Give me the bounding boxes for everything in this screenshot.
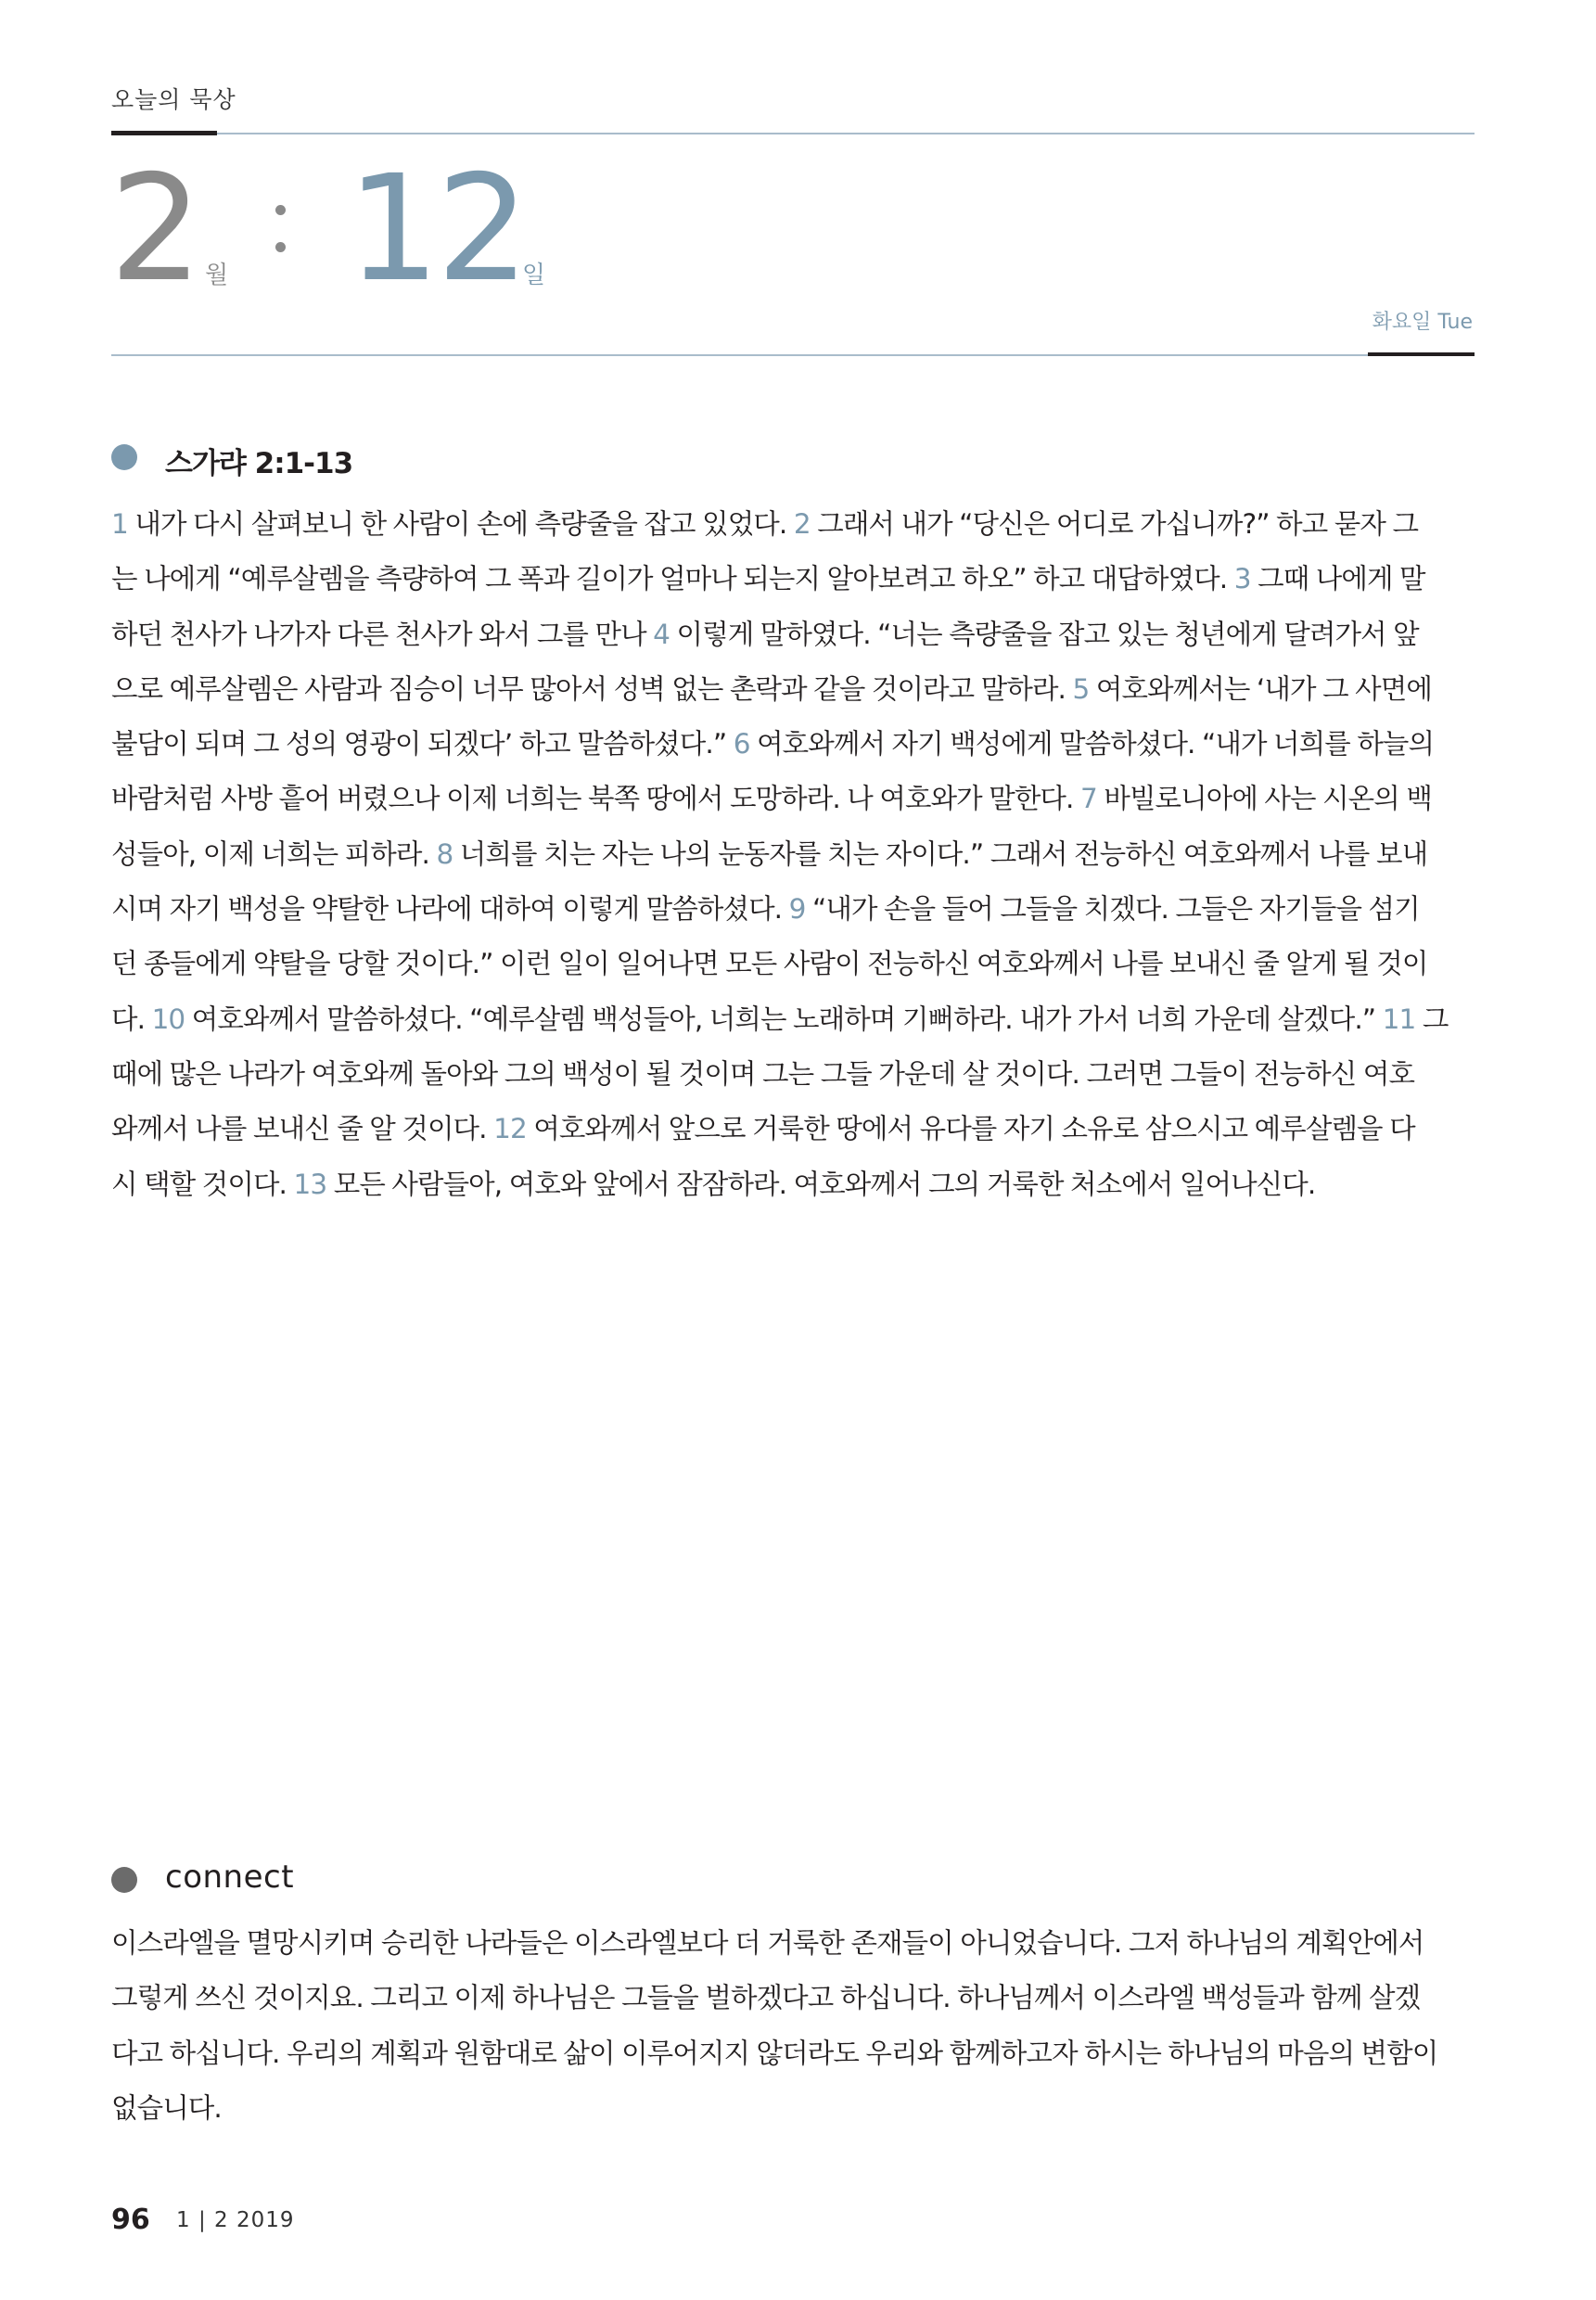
passage-line xyxy=(111,827,1475,882)
verse-text: 와께서 나를 보내신 줄 알 것이다. xyxy=(111,1113,494,1145)
verse-text: 바빌로니아에 사는 시온의 백 xyxy=(1104,783,1432,815)
verse-number: 4 xyxy=(653,618,677,650)
colon-dot-top xyxy=(275,205,286,215)
verse-text: 모든 사람들아, 여호와 앞에서 잠잠하라. 여호와께서 그의 거룩한 처소에서 일어나신다. xyxy=(333,1168,1316,1200)
connect-line: 그렇게 쓰신 것이지요. 그리고 이제 하나님은 그들을 벌하겠다고 하십니다. 하나님께서 이스라엘 백성들과 함께 살겠 xyxy=(111,1982,1421,2014)
verse-number: 6 xyxy=(733,728,758,760)
verse-number: 5 xyxy=(1072,672,1096,705)
connect-body xyxy=(111,1916,1475,2136)
weekday-underline xyxy=(1368,352,1475,356)
passage-line xyxy=(111,1157,1475,1212)
passage-line xyxy=(111,662,1475,717)
verse-number: 13 xyxy=(293,1168,334,1200)
verse-number: 7 xyxy=(1079,783,1104,815)
passage-line xyxy=(111,607,1475,662)
verse-text: 다. xyxy=(111,1003,152,1035)
colon-dot-bottom xyxy=(275,242,286,252)
connect-bullet-icon xyxy=(111,1867,137,1893)
passage-line xyxy=(111,1047,1475,1102)
verse-text: 하던 천사가 나가자 다른 천사가 와서 그를 만나 xyxy=(111,618,654,650)
verse-text: 성들아, 이제 너희는 피하라. xyxy=(111,837,437,870)
passage-line xyxy=(111,717,1475,772)
verse-text: 는 나에게 “예루살렘을 측량하여 그 폭과 길이가 얼마나 되는지 알아보려고 하오” 하고 대답하였다. xyxy=(111,563,1234,595)
date-divider xyxy=(111,354,1475,356)
day-unit: 일 xyxy=(522,262,546,289)
verse-text: 던 종들에게 약탈을 당할 것이다.” 이런 일이 일어나면 모든 사람이 전능하신 여호와께서 나를 보내신 줄 알게 될 것이 xyxy=(111,948,1428,980)
verse-text: 때에 많은 나라가 여호와께 돌아와 그의 백성이 될 것이며 그는 그들 가운데 살 것이다. 그러면 그들이 전능하신 여호 xyxy=(111,1057,1415,1090)
verse-number: 9 xyxy=(788,893,812,926)
month-unit: 월 xyxy=(205,262,229,289)
verse-text: 이렇게 말하였다. “너는 측량줄을 잡고 있는 청년에게 달려가서 앞 xyxy=(676,618,1419,650)
verse-number: 8 xyxy=(436,837,460,870)
connect-heading: connect xyxy=(165,1859,295,1896)
verse-number: 1 xyxy=(111,508,135,540)
verse-text: 여호와께서 자기 백성에게 말씀하셨다. “내가 너희를 하늘의 xyxy=(757,728,1435,760)
verse-text: 너희를 치는 자는 나의 눈동자를 치는 자이다.” 그래서 전능하신 여호와께서 나를 보내 xyxy=(459,837,1428,870)
verse-text: 여호와께서는 ‘내가 그 사면에 xyxy=(1095,672,1432,705)
verse-text: 그때 나에게 말 xyxy=(1258,563,1425,595)
issue-label: 1 | 2 2019 xyxy=(176,2208,295,2232)
connect-line: 없습니다. xyxy=(111,2091,222,2124)
scripture-reference: 스가랴 2:1-13 xyxy=(165,447,353,480)
header-divider xyxy=(111,133,1475,134)
passage-line xyxy=(111,882,1475,937)
verse-text: 내가 다시 살펴보니 한 사람이 손에 측량줄을 잡고 있었다. xyxy=(134,508,794,540)
page-number: 96 xyxy=(111,2204,150,2236)
verse-text: 시 택할 것이다. xyxy=(111,1168,294,1200)
passage-line xyxy=(111,992,1475,1047)
verse-text: 시며 자기 백성을 약탈한 나라에 대하여 이렇게 말씀하셨다. xyxy=(111,893,789,926)
verse-text: “내가 손을 들어 그들을 치겠다. 그들은 자기들을 섬기 xyxy=(811,893,1420,926)
passage-line xyxy=(111,1102,1475,1156)
weekday-label: 화요일 Tue xyxy=(1372,311,1473,334)
verse-text: 그래서 내가 “당신은 어디로 가십니까?” 하고 묻자 그 xyxy=(817,508,1419,540)
verse-text: 그 xyxy=(1422,1003,1449,1035)
verse-text: 여호와께서 말씀하셨다. “예루살렘 백성들아, 너희는 노래하며 기뻐하라. 내가 가서 너희 가운데 살겠다.” xyxy=(191,1003,1383,1035)
verse-number: 10 xyxy=(151,1003,192,1035)
passage-line xyxy=(111,497,1475,552)
verse-number: 3 xyxy=(1233,563,1258,595)
scripture-passage xyxy=(111,497,1475,1212)
section-title: 오늘의 묵상 xyxy=(111,86,236,113)
month-number: 2 xyxy=(109,144,199,314)
day-number: 12 xyxy=(347,144,527,314)
passage-line xyxy=(111,937,1475,991)
connect-line: 이스라엘을 멸망시키며 승리한 나라들은 이스라엘보다 더 거룩한 존재들이 아니었습니다. 그저 하나님의 계획안에서 xyxy=(111,1927,1424,1959)
verse-number: 11 xyxy=(1382,1003,1423,1035)
verse-text: 으로 예루살렘은 사람과 짐승이 너무 많아서 성벽 없는 촌락과 같을 것이라고 말하라. xyxy=(111,672,1073,705)
scripture-bullet-icon xyxy=(111,444,137,470)
connect-line: 다고 하십니다. 우리의 계획과 원함대로 삶이 이루어지지 않더라도 우리와 함께하고자 하시는 하나님의 마음의 변함이 xyxy=(111,2037,1438,2069)
header-tab-marker xyxy=(111,131,217,135)
verse-text: 불담이 되며 그 성의 영광이 되겠다’ 하고 말씀하셨다.” xyxy=(111,728,734,760)
verse-text: 바람처럼 사방 흩어 버렸으나 이제 너희는 북쪽 땅에서 도망하라. 나 여호와가 말한다. xyxy=(111,783,1080,815)
verse-text: 여호와께서 앞으로 거룩한 땅에서 유다를 자기 소유로 삼으시고 예루살렘을 다 xyxy=(533,1113,1415,1145)
passage-line xyxy=(111,772,1475,826)
verse-number: 12 xyxy=(493,1113,534,1145)
passage-line xyxy=(111,552,1475,607)
verse-number: 2 xyxy=(793,508,818,540)
